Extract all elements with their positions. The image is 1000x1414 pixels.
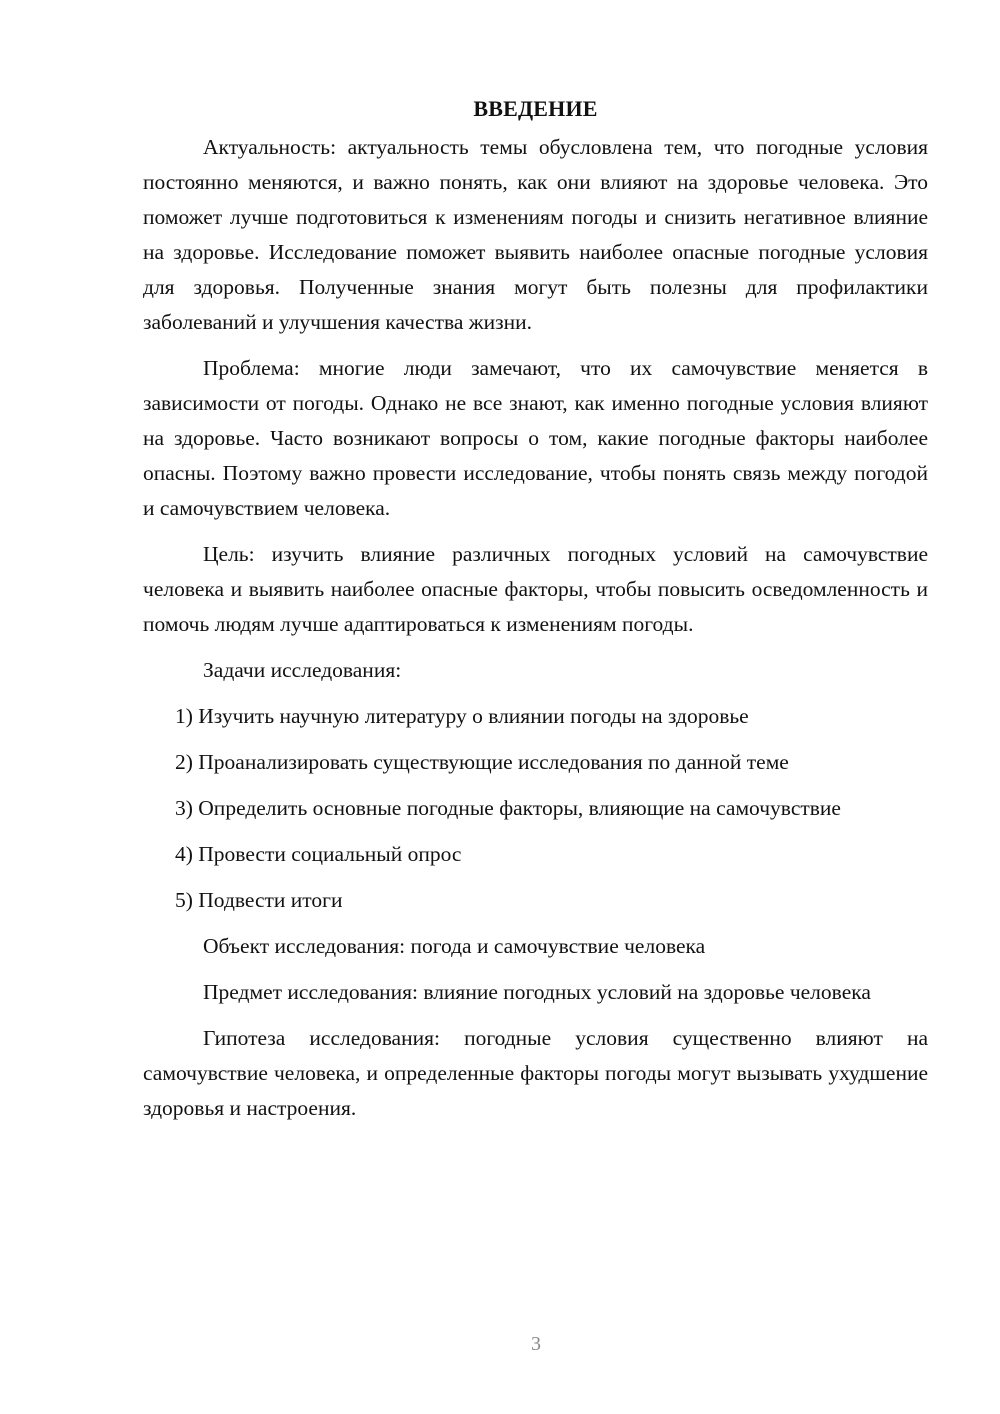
tasks-title: Задачи исследования:	[203, 658, 402, 682]
task-item-3: 3) Определить основные погодные факторы, влияющие на самочувствие	[175, 796, 841, 820]
task-item-1: 1) Изучить научную литературу о влиянии погоды на здоровье	[175, 704, 749, 728]
task-item-4: 4) Провести социальный опрос	[175, 842, 462, 866]
task-item-2: 2) Проанализировать существующие исследования по данной теме	[175, 750, 789, 774]
goal-paragraph: Цель: изучить влияние различных погодных условий на самочувствие человека и выявить наиболее опасные факторы, чтобы повысить осведомленность и помочь людям лучше адаптироваться к изменениям погоды.	[143, 542, 928, 636]
hypothesis-paragraph: Гипотеза исследования: погодные условия существенно влияют на самочувствие человека, и определенные факторы погоды могут вызывать ухудшение здоровья и настроения.	[143, 1026, 928, 1120]
subject-paragraph: Предмет исследования: влияние погодных условий на здоровье человека	[203, 980, 871, 1004]
section-heading: ВВЕДЕНИЕ	[473, 96, 598, 121]
task-item-5: 5) Подвести итоги	[175, 888, 343, 912]
object-paragraph: Объект исследования: погода и самочувствие человека	[203, 934, 706, 958]
relevance-paragraph: Актуальность: актуальность темы обусловлена тем, что погодные условия постоянно меняются, и важно понять, как они влияют на здоровье человека. Это поможет лучше подготовиться к изменениям погоды и снизить негативное влияние на здоровье. Исследование поможет выявить наиболее опасные погодные условия для здоровья. Полученные знания могут быть полезны для профилактики заболеваний и улучшения качества жизни.	[143, 135, 928, 334]
tasks-list	[143, 699, 928, 918]
page-number: 3	[531, 1333, 541, 1355]
document-page	[143, 92, 928, 1137]
problem-paragraph: Проблема: многие люди замечают, что их самочувствие меняется в зависимости от погоды. Однако не все знают, как именно погодные условия влияют на здоровье. Часто возникают вопросы о том, какие погодные факторы наиболее опасны. Поэтому важно провести исследование, чтобы понять связь между погодой и самочувствием человека.	[143, 356, 928, 520]
